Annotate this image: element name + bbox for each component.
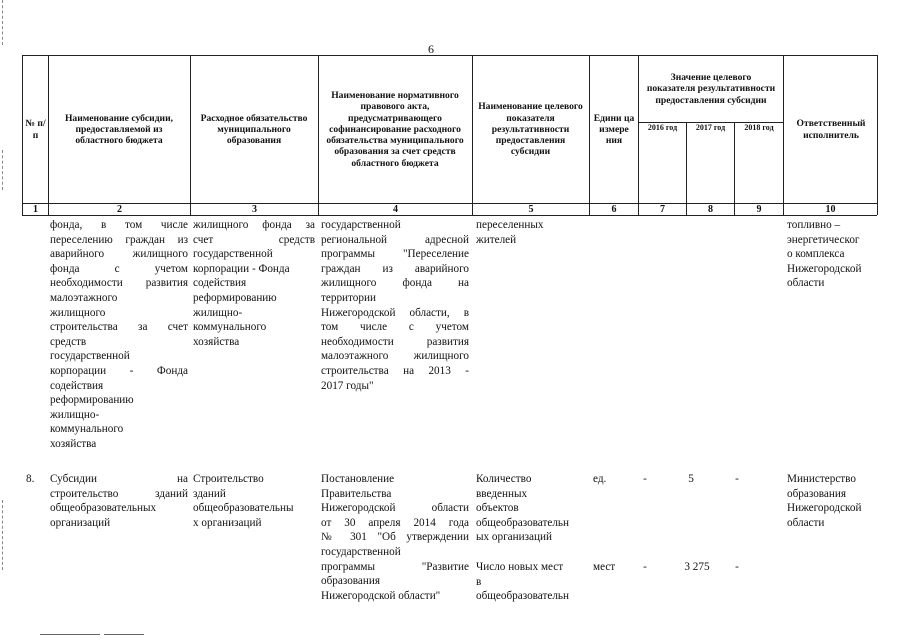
col-number: 4 bbox=[393, 204, 398, 215]
row8-indicator-1-2017: 5 bbox=[688, 473, 694, 485]
row8-responsible: Министерство образования Нижегородской области bbox=[787, 473, 862, 529]
header-number: № п/п bbox=[25, 118, 46, 141]
header-year-2016: 2016 год bbox=[647, 123, 678, 132]
row8-expense-obligation: Строительство зданий общеобразовательны х организаций bbox=[193, 473, 294, 529]
scan-footer-mark bbox=[104, 634, 144, 635]
col-number: 5 bbox=[528, 204, 534, 215]
col-number: 3 bbox=[252, 204, 257, 215]
cont-target-indicator: переселенных жителей bbox=[476, 219, 544, 246]
header-year-2017: 2017 год bbox=[695, 123, 726, 132]
row8-indicator-1-2016: - bbox=[643, 473, 647, 485]
row8-indicator-2-unit: мест bbox=[593, 561, 616, 573]
row8-indicator-2-2018: - bbox=[735, 561, 739, 573]
col-number: 2 bbox=[117, 204, 122, 215]
row8-indicator-1-2018: - bbox=[735, 473, 739, 485]
row8-indicator-1-unit: ед. bbox=[593, 473, 607, 485]
row8-indicator-2: Число новых мест в общеобразовательн bbox=[476, 561, 569, 603]
row8-subsidy-name: Субсидии на строительство зданий общеобразовательных организаций bbox=[50, 473, 188, 529]
header-target-value: Значение целевого показателя результативности предоставления субсидии bbox=[646, 72, 776, 106]
col-number: 1 bbox=[33, 204, 38, 215]
cont-subsidy-name: фонда, в том числе переселению граждан из аварийного жилищного фонда с учетом необходимости развития малоэтажного жилищного строительства за счет средств государственной корпорации - Фонда содействия реформированию жилищно- коммунального хозяйства bbox=[50, 219, 188, 450]
scan-margin-mark bbox=[2, 0, 3, 45]
cont-expense-obligation: жилищного фонда за счет средств государственной корпорации - Фонда содействия реформированию жилищно- коммунального хозяйства bbox=[193, 219, 315, 348]
header-unit: Едини ца измере ния bbox=[593, 112, 635, 147]
row8-indicator-2-2017: 3 275 bbox=[684, 561, 710, 573]
row8-indicator-1: Количество введенных объектов общеобразовательн ых организаций bbox=[476, 473, 569, 544]
page-number: 6 bbox=[428, 42, 434, 56]
header-legal-act: Наименование нормативного правового акта, предусматривающего софинансирование расходного обязательства муниципального образования за счет средств областного бюджета bbox=[326, 90, 464, 169]
row8-legal-act: Постановление Правительства Нижегородской области от 30 апреля 2014 года № 301 "Об утверждении государственной программы "Развитие образования Нижегородской области" bbox=[321, 473, 469, 602]
scan-margin-mark bbox=[2, 500, 3, 570]
scan-footer-mark bbox=[40, 634, 100, 635]
col-number: 10 bbox=[825, 204, 836, 215]
row8-number: 8. bbox=[26, 473, 35, 485]
col-number: 7 bbox=[660, 204, 665, 215]
col-number: 8 bbox=[708, 204, 713, 215]
col-number: 9 bbox=[756, 204, 762, 215]
cont-legal-act: государственной региональной адресной программы "Переселение граждан из аварийного жилищного фонда на территории Нижегородской области, в том числе с учетом необходимости развития малоэтажного жилищного строительства на 2013 - 2017 годы" bbox=[321, 219, 469, 392]
scan-margin-mark bbox=[2, 150, 3, 190]
header-responsible: Ответственный исполнитель bbox=[796, 118, 866, 141]
header-target-indicator: Наименование целевого показателя результативности предоставления субсидии bbox=[478, 101, 583, 158]
cont-responsible: топливно – энергетическог о комплекса Нижегородской области bbox=[787, 219, 862, 290]
row8-indicator-2-2016: - bbox=[643, 561, 647, 573]
col-number: 6 bbox=[611, 204, 617, 215]
header-expense-obligation: Расходное обязательство муниципального образования bbox=[200, 112, 308, 147]
header-subsidy-name: Наименование субсидии, предоставляемой из областного бюджета bbox=[64, 112, 174, 147]
header-year-2018: 2018 год bbox=[744, 123, 774, 132]
